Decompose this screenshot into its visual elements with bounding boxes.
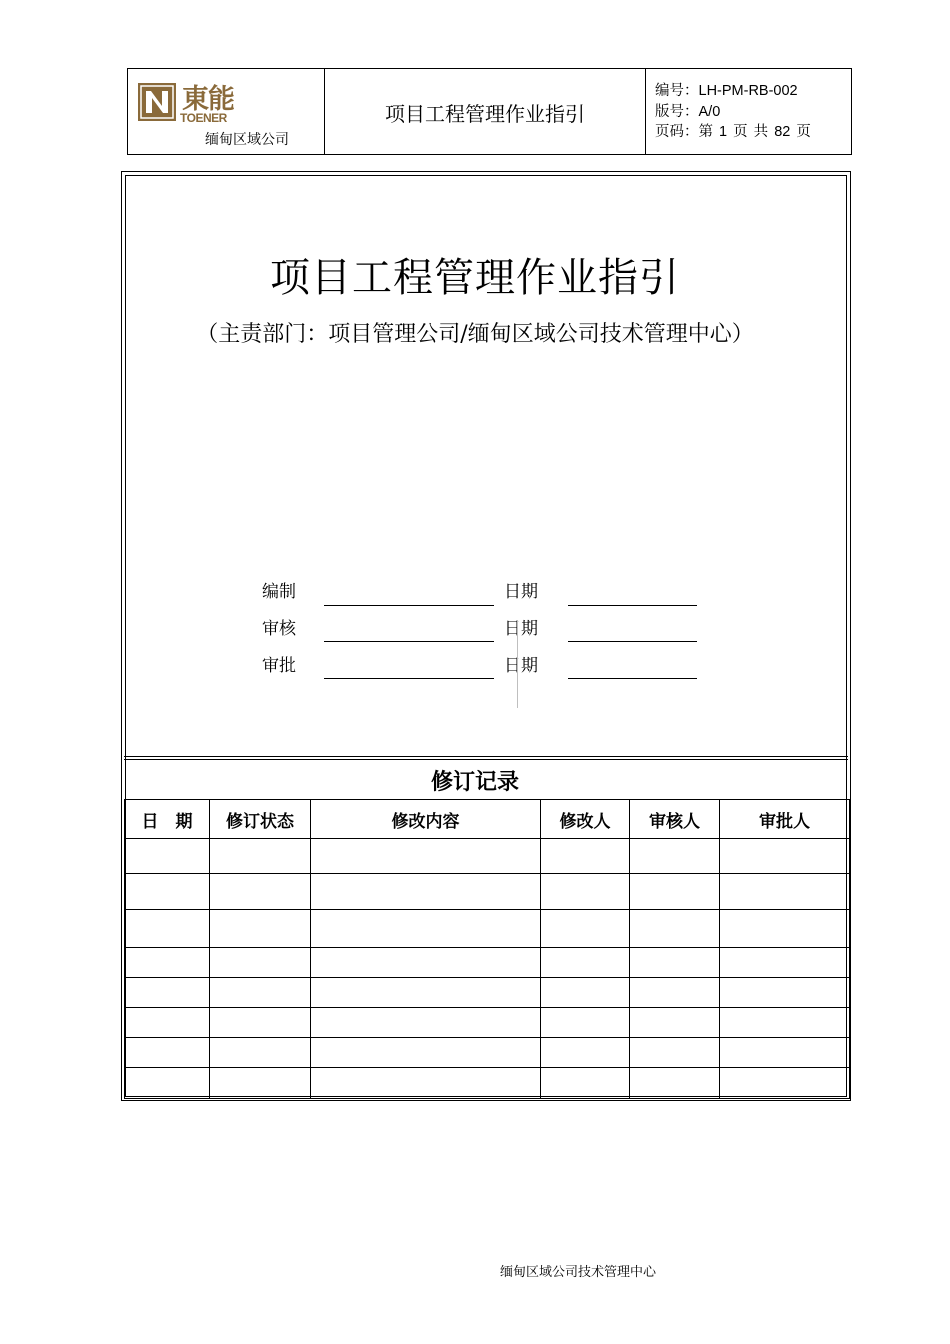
logo-cell — [128, 69, 325, 154]
document-subtitle: （主责部门：项目管理公司/缅甸区域公司技术管理中心） — [196, 322, 754, 347]
reviewed-date-line[interactable] — [568, 641, 697, 642]
revision-cell[interactable] — [210, 1038, 311, 1068]
prepared-date-label: 日期 — [504, 582, 538, 602]
prepared-date-line[interactable] — [568, 605, 697, 606]
revision-cell[interactable] — [630, 910, 720, 948]
revision-row — [125, 910, 850, 948]
revision-cell[interactable] — [541, 910, 630, 948]
approved-label: 审批 — [262, 656, 296, 676]
revision-row — [125, 978, 850, 1008]
reviewed-line[interactable] — [324, 641, 494, 642]
revision-cell[interactable] — [125, 1068, 210, 1099]
col-status: 修订状态 — [210, 800, 311, 839]
revision-cell[interactable] — [125, 839, 210, 874]
revision-cell[interactable] — [541, 1008, 630, 1038]
revision-cell[interactable] — [720, 978, 850, 1008]
revision-row — [125, 948, 850, 978]
approved-date-label: 日期 — [504, 656, 538, 676]
page-footer: 缅甸区域公司技术管理中心 — [500, 1265, 657, 1280]
document-title: 项目工程管理作业指引 — [270, 255, 680, 301]
revision-cell[interactable] — [125, 978, 210, 1008]
revision-cell[interactable] — [541, 1038, 630, 1068]
revision-cell[interactable] — [630, 948, 720, 978]
toener-logo-icon — [138, 83, 176, 121]
revision-cell[interactable] — [541, 839, 630, 874]
revision-cell[interactable] — [210, 910, 311, 948]
revision-cell[interactable] — [541, 978, 630, 1008]
section-separator-bottom — [124, 759, 848, 760]
revision-cell[interactable] — [720, 948, 850, 978]
revision-cell[interactable] — [541, 874, 630, 910]
revision-cell[interactable] — [210, 978, 311, 1008]
revision-row — [125, 1008, 850, 1038]
approved-date-line[interactable] — [568, 678, 697, 679]
revision-cell[interactable] — [311, 839, 541, 874]
prepared-label: 编制 — [262, 582, 296, 602]
revision-cell[interactable] — [125, 948, 210, 978]
revision-cell[interactable] — [720, 1068, 850, 1099]
revision-cell[interactable] — [210, 948, 311, 978]
revision-cell[interactable] — [311, 978, 541, 1008]
revision-table — [124, 799, 850, 1099]
document-header — [127, 68, 852, 155]
revision-cell[interactable] — [311, 1038, 541, 1068]
logo-english-text: TOENER — [180, 111, 227, 125]
revision-cell[interactable] — [311, 874, 541, 910]
doc-version: 版号：A/0 — [655, 103, 721, 120]
revision-cell[interactable] — [125, 874, 210, 910]
header-meta — [646, 69, 851, 154]
revision-row — [125, 839, 850, 874]
revision-cell[interactable] — [720, 874, 850, 910]
revision-cell[interactable] — [311, 910, 541, 948]
revision-cell[interactable] — [311, 1068, 541, 1099]
revision-cell[interactable] — [541, 1068, 630, 1099]
col-content: 修改内容 — [311, 800, 541, 839]
revision-cell[interactable] — [210, 1008, 311, 1038]
logo-chinese-text: 東能 — [182, 84, 234, 115]
revision-cell[interactable] — [630, 874, 720, 910]
revision-cell[interactable] — [720, 910, 850, 948]
revision-cell[interactable] — [720, 839, 850, 874]
revision-cell[interactable] — [125, 1008, 210, 1038]
revision-cell[interactable] — [311, 948, 541, 978]
revision-row — [125, 1068, 850, 1099]
prepared-line[interactable] — [324, 605, 494, 606]
revision-cell[interactable] — [630, 839, 720, 874]
col-date: 日 期 — [125, 800, 210, 839]
revision-cell[interactable] — [630, 1068, 720, 1099]
section-separator-top — [124, 756, 848, 757]
col-approver: 审批人 — [720, 800, 850, 839]
page-indicator: 页码：第 1 页 共 82 页 — [655, 124, 811, 140]
revision-cell[interactable] — [210, 874, 311, 910]
col-reviewer: 审核人 — [630, 800, 720, 839]
revision-row — [125, 1038, 850, 1068]
header-company: 缅甸区域公司 — [205, 132, 289, 148]
revision-cell[interactable] — [210, 839, 311, 874]
faint-divider — [517, 620, 518, 708]
revision-header-row — [125, 800, 850, 839]
revision-cell[interactable] — [125, 910, 210, 948]
revision-cell[interactable] — [630, 978, 720, 1008]
revision-cell[interactable] — [630, 1038, 720, 1068]
revision-cell[interactable] — [720, 1008, 850, 1038]
revision-cell[interactable] — [311, 1008, 541, 1038]
revision-row — [125, 874, 850, 910]
reviewed-date-label: 日期 — [504, 619, 538, 639]
revision-cell[interactable] — [541, 948, 630, 978]
approved-line[interactable] — [324, 678, 494, 679]
revision-cell[interactable] — [210, 1068, 311, 1099]
header-title: 项目工程管理作业指引 — [325, 69, 646, 154]
doc-number: 编号：LH-PM-RB-002 — [655, 83, 798, 99]
reviewed-label: 审核 — [262, 619, 296, 639]
revision-cell[interactable] — [630, 1008, 720, 1038]
revision-cell[interactable] — [125, 1038, 210, 1068]
revision-cell[interactable] — [720, 1038, 850, 1068]
col-modifier: 修改人 — [541, 800, 630, 839]
revision-record-title: 修订记录 — [430, 770, 519, 795]
